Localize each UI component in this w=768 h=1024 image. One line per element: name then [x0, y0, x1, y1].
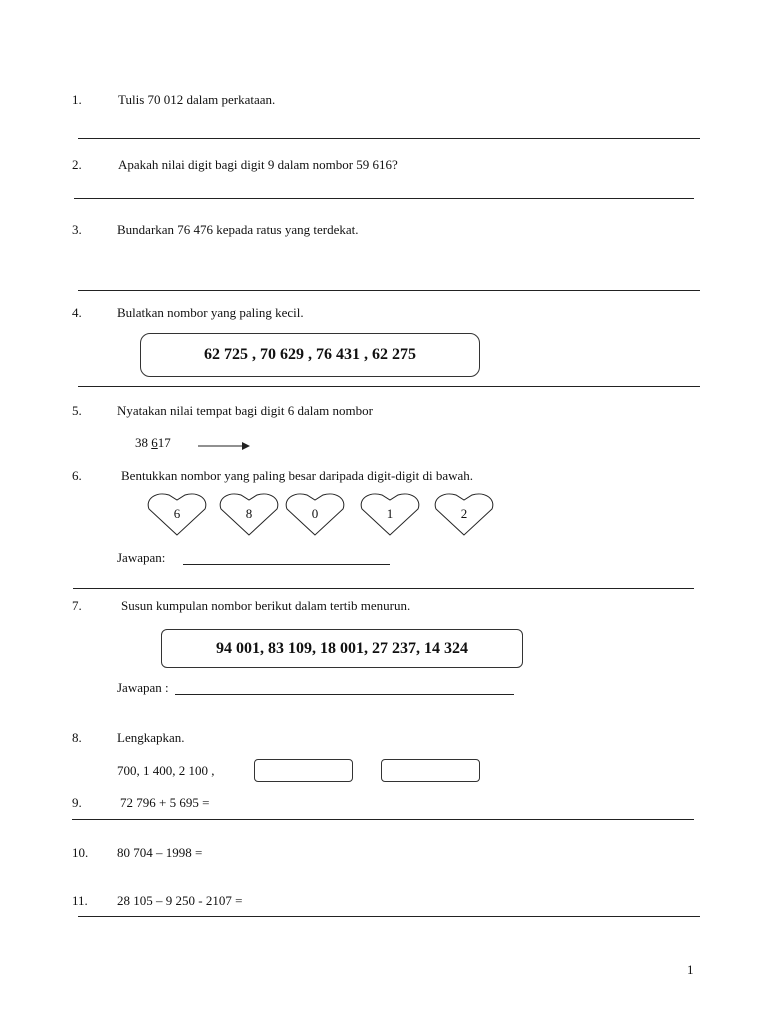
question-text: 80 704 – 1998 = [117, 845, 203, 860]
digit-label: 0 [311, 506, 319, 521]
question-text: Susun kumpulan nombor berikut dalam tertib menurun. [121, 598, 411, 613]
digit-heart [434, 492, 494, 536]
page-number: 1 [687, 962, 694, 977]
digit-heart [285, 492, 345, 536]
answer-label: Jawapan : [117, 680, 169, 695]
question-number: 6. [72, 468, 82, 483]
answer-box-2[interactable] [381, 759, 480, 782]
question-number: 3. [72, 222, 82, 237]
question-number: 7. [72, 598, 82, 613]
question-text: 28 105 – 9 250 - 2107 = [117, 893, 243, 908]
digit-label: 2 [460, 506, 468, 521]
answer-line[interactable] [183, 564, 390, 565]
answer-line[interactable] [74, 198, 694, 199]
answer-line[interactable] [175, 694, 514, 695]
question-number: 2. [72, 157, 82, 172]
section-divider [73, 588, 694, 589]
answer-label: Jawapan: [117, 550, 166, 565]
question-number: 10. [72, 845, 89, 860]
answer-line[interactable] [78, 138, 700, 139]
digit-heart [147, 492, 207, 536]
question-text: Bentukkan nombor yang paling besar daripada digit-digit di bawah. [121, 468, 473, 483]
question-number: 1. [72, 92, 82, 107]
question-text: Apakah nilai digit bagi digit 9 dalam nombor 59 616? [118, 157, 398, 172]
arrow-right-icon [198, 440, 252, 452]
number-set-box[interactable] [161, 629, 523, 668]
question-text: 72 796 + 5 695 = [120, 795, 210, 810]
digit-label: 8 [245, 506, 253, 521]
question-number: 4. [72, 305, 82, 320]
section-divider [72, 819, 694, 820]
digit-label: 1 [386, 506, 394, 521]
question-text: Lengkapkan. [117, 730, 185, 745]
question-number: 11. [72, 893, 88, 908]
section-divider [78, 386, 700, 387]
digit-heart [219, 492, 279, 536]
section-divider [78, 916, 700, 917]
number-set: 94 001, 83 109, 18 001, 27 237, 14 324 [216, 639, 468, 657]
question-number: 8. [72, 730, 82, 745]
question-text: Tulis 70 012 dalam perkataan. [118, 92, 276, 107]
question-number: 5. [72, 403, 82, 418]
question-number: 9. [72, 795, 82, 810]
answer-line[interactable] [78, 290, 700, 291]
number-options: 62 725 , 70 629 , 76 431 , 62 275 [204, 346, 416, 363]
number-sequence: 700, 1 400, 2 100 , [117, 763, 215, 778]
given-number: 38 617 [135, 435, 171, 450]
question-text: Bundarkan 76 476 kepada ratus yang terdekat. [117, 222, 359, 237]
question-text: Bulatkan nombor yang paling kecil. [117, 305, 304, 320]
underlined-digit: 6 [151, 435, 158, 450]
digit-label: 6 [173, 506, 181, 521]
number-options-box[interactable] [140, 333, 480, 377]
question-text: Nyatakan nilai tempat bagi digit 6 dalam nombor [117, 403, 373, 418]
answer-box-1[interactable] [254, 759, 353, 782]
digit-heart [360, 492, 420, 536]
